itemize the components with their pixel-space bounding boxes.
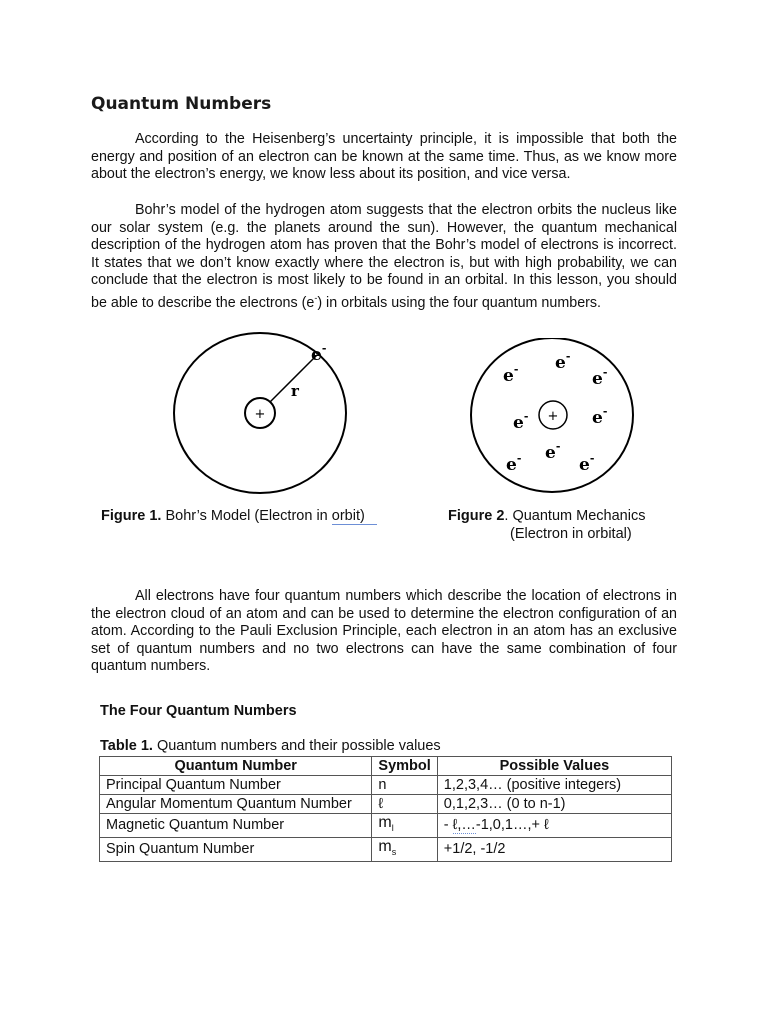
table-row bbox=[100, 795, 672, 814]
cell-symbol: $m_l$ bbox=[372, 814, 437, 838]
header-symbol: Symbol bbox=[372, 757, 437, 776]
electron-2: e- bbox=[555, 350, 571, 373]
cell-values: - ℓ,…-1,0,1…,+ ℓ bbox=[437, 814, 671, 838]
cell-name: Principal Quantum Number bbox=[100, 776, 372, 795]
cell-symbol: n bbox=[372, 776, 437, 795]
electron-1: e- bbox=[503, 363, 519, 386]
nucleus-symbol: + bbox=[547, 409, 559, 424]
electron-8: e- bbox=[579, 452, 595, 475]
electron-5: e- bbox=[592, 405, 608, 428]
electron-4: e- bbox=[513, 410, 529, 433]
header-possible-values: Possible Values bbox=[437, 757, 671, 776]
table-row bbox=[100, 814, 672, 838]
electron-3: e- bbox=[592, 366, 608, 389]
table-caption: Table 1. Quantum numbers and their possible values bbox=[100, 738, 441, 754]
nucleus-symbol: + bbox=[254, 407, 266, 422]
table-row bbox=[100, 837, 672, 861]
bohr-model-diagram bbox=[170, 330, 360, 500]
quantum-numbers-table bbox=[99, 756, 672, 862]
cell-values: 1,2,3,4… (positive integers) bbox=[437, 776, 671, 795]
table-row bbox=[100, 776, 672, 795]
radius-label: r bbox=[291, 382, 299, 400]
quantum-model-diagram bbox=[466, 338, 646, 498]
cell-name: Spin Quantum Number bbox=[100, 837, 372, 861]
header-quantum-number: Quantum Number bbox=[100, 757, 372, 776]
cell-name: Magnetic Quantum Number bbox=[100, 814, 372, 838]
figure2-caption: Figure 2. Quantum Mechanics (Electron in orbital) bbox=[448, 508, 646, 542]
cell-name: Angular Momentum Quantum Number bbox=[100, 795, 372, 814]
section-title: The Four Quantum Numbers bbox=[100, 703, 297, 719]
paragraph-bohr: Bohr’s model of the hydrogen atom suggests that the electron orbits the nucleus like our solar system (e.g. the planets around the sun). However, the quantum mechanical description of the hydrogen atom has proven that the Bohr’s model of electrons is incorrect. It states that we don’t know exactly where the electron is, but with high probability, we can conclude that the electron is most likely to be found in an orbital. In this lesson, you should be able to describe the electrons (e-) in orbitals using the four quantum numbers. bbox=[91, 202, 677, 311]
page-title: Quantum Numbers bbox=[91, 94, 272, 114]
cell-symbol: ℓ bbox=[372, 795, 437, 814]
table-header-row bbox=[100, 757, 672, 776]
cell-values: +1/2, -1/2 bbox=[437, 837, 671, 861]
electron-7: e- bbox=[506, 452, 522, 475]
cell-symbol: $m_s$ bbox=[372, 837, 437, 861]
paragraph-heisenberg: According to the Heisenberg’s uncertainty principle, it is impossible that both the energy and position of an electron can be known at the same time. Thus, as we know more about the electron’s energy, we know less about its position, and vice versa. bbox=[91, 131, 677, 183]
electron-label: e- bbox=[311, 342, 327, 365]
figure1-caption: Figure 1. Bohr’s Model (Electron in orbit) bbox=[101, 507, 377, 525]
paragraph-pauli: All electrons have four quantum numbers which describe the location of electrons in the electron cloud of an atom and can be used to determine the electron configuration of an atom. According to the Pauli Exclusion Principle, each electron in an atom has an exclusive set of quantum numbers and no two electrons can have the same combination of four quantum numbers. bbox=[91, 588, 677, 675]
electron-6: e- bbox=[545, 440, 561, 463]
cell-values: 0,1,2,3… (0 to n-1) bbox=[437, 795, 671, 814]
